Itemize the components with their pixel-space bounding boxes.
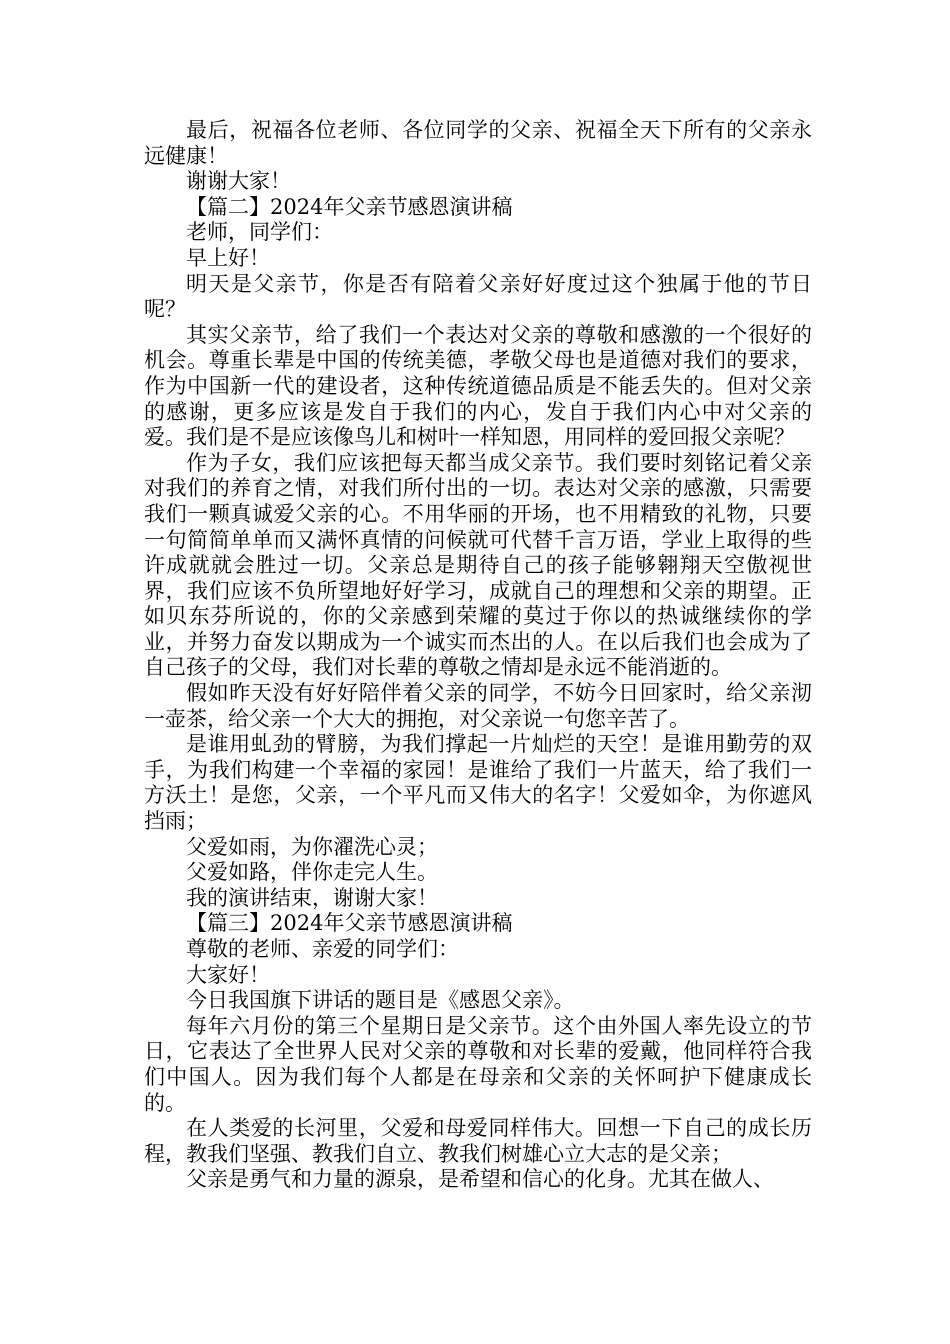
paragraph: 父爱如路，伴你走完人生。 [186,860,438,885]
document-body [144,118,812,1193]
paragraph: 早上好！ [186,245,270,270]
paragraph: 父爱如雨，为你濯洗心灵； [186,834,438,859]
paragraph: 老师，同学们： [186,220,333,245]
paragraph: 今日我国旗下讲话的题目是《感恩父亲》。 [186,988,575,1013]
paragraph: 父亲是勇气和力量的源泉，是希望和信心的化身。尤其在做人、 [186,1167,774,1192]
paragraph: 大家好！ [186,962,270,987]
paragraph: 是谁用虬劲的臂膀，为我们撑起一片灿烂的天空！是谁用勤劳的双手，为我们构建一个幸福的家园！是谁给了我们一片蓝天，给了我们一方沃土！是您，父亲，一个平凡而又伟大的名字！父爱如伞，为你遮风挡雨； [144,732,812,834]
paragraph: 作为子女，我们应该把每天都当成父亲节。我们要时刻铭记着父亲对我们的养育之情，对我们所付出的一切。表达对父亲的感激，只需要我们一颗真诚爱父亲的心。不用华丽的开场，也不用精致的礼物，只要一句简简单单而又满怀真情的问候就可代替千言万语，学业上取得的些许成就就会胜过一切。父亲总是期待自己的孩子能够翱翔天空傲视世界，我们应该不负所望地好好学习，成就自己的理想和父亲的期望。正如贝东芬所说的，你的父亲感到荣耀的莫过于你以的热诚继续你的学业，并努力奋发以期成为一个诚实而杰出的人。在以后我们也会成为了自己孩子的父母，我们对长辈的尊敬之情却是永远不能消逝的。 [144,450,812,680]
section-heading: 【篇二】2024年父亲节感恩演讲稿 [186,194,513,219]
paragraph: 谢谢大家！ [186,169,291,194]
paragraph: 明天是父亲节，你是否有陪着父亲好好度过这个独属于他的节日呢？ [144,271,812,322]
paragraph: 最后，祝福各位老师、各位同学的父亲、祝福全天下所有的父亲永远健康！ [144,118,812,168]
paragraph: 在人类爱的长河里，父爱和母爱同样伟大。回想一下自己的成长历程，教我们坚强、教我们自立、教我们树雄心立大志的是父亲； [144,1116,812,1166]
paragraph: 尊敬的老师、亲爱的同学们： [186,937,459,961]
section-heading: 【篇三】2024年父亲节感恩演讲稿 [186,911,513,936]
paragraph: 我的演讲结束，谢谢大家！ [186,885,438,910]
paragraph: 每年六月份的第三个星期日是父亲节。这个由外国人率先设立的节日，它表达了全世界人民对父亲的尊敬和对长辈的爱戴，他同样符合我们中国人。因为我们每个人都是在母亲和父亲的关怀呵护下健康成长的。 [144,1013,812,1115]
paragraph: 其实父亲节，给了我们一个表达对父亲的尊敬和感激的一个很好的机会。尊重长辈是中国的传统美德，孝敬父母也是道德对我们的要求，作为中国新一代的建设者，这种传统道德品质是不能丢失的。但对父亲的感谢，更多应该是发自于我们的内心，发自于我们内心中对父亲的爱。我们是不是应该像鸟儿和树叶一样知恩，用同样的爱回报父亲呢？ [144,322,812,450]
paragraph: 假如昨天没有好好陪伴着父亲的同学，不妨今日回家时，给父亲沏一壶茶，给父亲一个大大的拥抱，对父亲说一句您辛苦了。 [144,681,812,731]
